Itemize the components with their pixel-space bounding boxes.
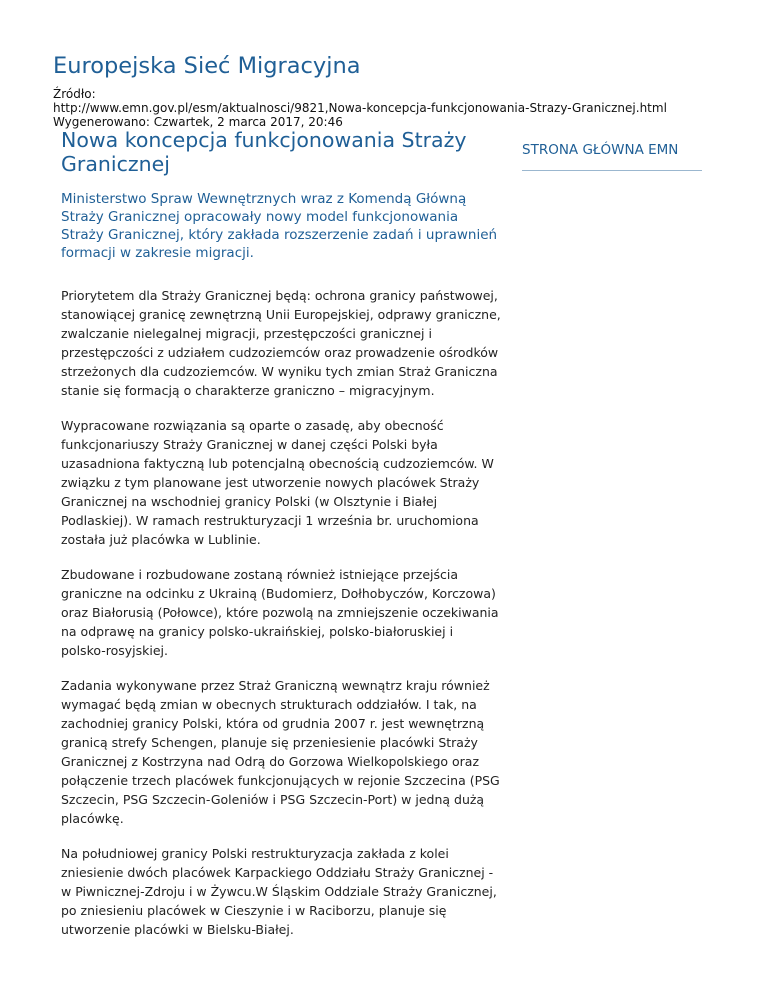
source-meta bbox=[53, 87, 667, 129]
article-paragraph: Wypracowane rozwiązania są oparte o zasadę, aby obecność funkcjonariuszy Straży Granicznej w danej części Polski była uzasadniona faktyczną lub potencjalną obecnością cudzoziemców. W związku z tym planowane jest utworzenie nowych placówek Straży Granicznej na wschodniej granicy Polski (w Olsztynie i Białej Podlaskiej). W ramach restrukturyzacji 1 września br. uruchomiona została już placówka w Lublinie. bbox=[61, 418, 494, 547]
generated-timestamp: Wygenerowano: Czwartek, 2 marca 2017, 20:46 bbox=[53, 115, 343, 129]
article-title: Nowa koncepcja funkcjonowania Straży Granicznej bbox=[61, 128, 467, 176]
source-label: Źródło: bbox=[53, 87, 96, 101]
article bbox=[61, 128, 501, 955]
article-paragraph: Na południowej granicy Polski restrukturyzacja zakłada z kolei zniesienie dwóch placówek Karpackiego Oddziału Straży Granicznej - w Piwnicznej-Zdroju i w Żywcu.W Śląskim Oddziale Straży Granicznej, po zniesieniu placówek w Cieszynie i w Raciborzu, planuje się utworzenie placówki w Bielsku-Białej. bbox=[61, 846, 497, 937]
source-url[interactable]: http://www.emn.gov.pl/esm/aktualnosci/9821,Nowa-koncepcja-funkcjonowania-Strazy-Granicznej.html bbox=[53, 101, 667, 115]
sidebar bbox=[522, 140, 702, 171]
article-paragraph: Zadania wykonywane przez Straż Graniczną wewnątrz kraju również wymagać będą zmian w obecnych strukturach oddziałów. I tak, na zachodniej granicy Polski, która od grudnia 2007 r. jest wewnętrzną granicą strefy Schengen, planuje się przeniesienie placówki Straży Granicznej z Kostrzyna nad Odrą do Gorzowa Wielkopolskiego oraz połączenie trzech placówek funkcjonujących w rejonie Szczecina (PSG Szczecin, PSG Szczecin-Goleniów i PSG Szczecin-Port) w jedną dużą placówkę. bbox=[61, 678, 500, 826]
site-title: Europejska Sieć Migracyjna bbox=[53, 53, 361, 79]
article-paragraph: Zbudowane i rozbudowane zostaną również istniejące przejścia graniczne na odcinku z Ukrainą (Budomierz, Dołhobyczów, Korczowa) oraz Białorusią (Połowce), które pozwolą na zmniejszenie oczekiwania na odprawę na granicy polsko-ukraińskiej, polsko-białoruskiej i polsko-rosyjskiej. bbox=[61, 567, 499, 658]
emn-home-link[interactable]: STRONA GŁÓWNA EMN bbox=[522, 140, 702, 171]
article-lead: Ministerstwo Spraw Wewnętrznych wraz z Komendą Główną Straży Granicznej opracowały nowy model funkcjonowania Straży Granicznej, który zakłada rozszerzenie zadań i uprawnień formacji w zakresie migracji. bbox=[61, 191, 498, 261]
article-paragraph: Priorytetem dla Straży Granicznej będą: ochrona granicy państwowej, stanowiącej granicę zewnętrzną Unii Europejskiej, odprawy graniczne, zwalczanie nielegalnej migracji, przestępczości granicznej i przestępczości z udziałem cudzoziemców oraz prowadzenie ośrodków strzeżonych dla cudzoziemców. W wyniku tych zmian Straż Graniczna stanie się formacją o charakterze graniczno – migracyjnym. bbox=[61, 288, 501, 398]
